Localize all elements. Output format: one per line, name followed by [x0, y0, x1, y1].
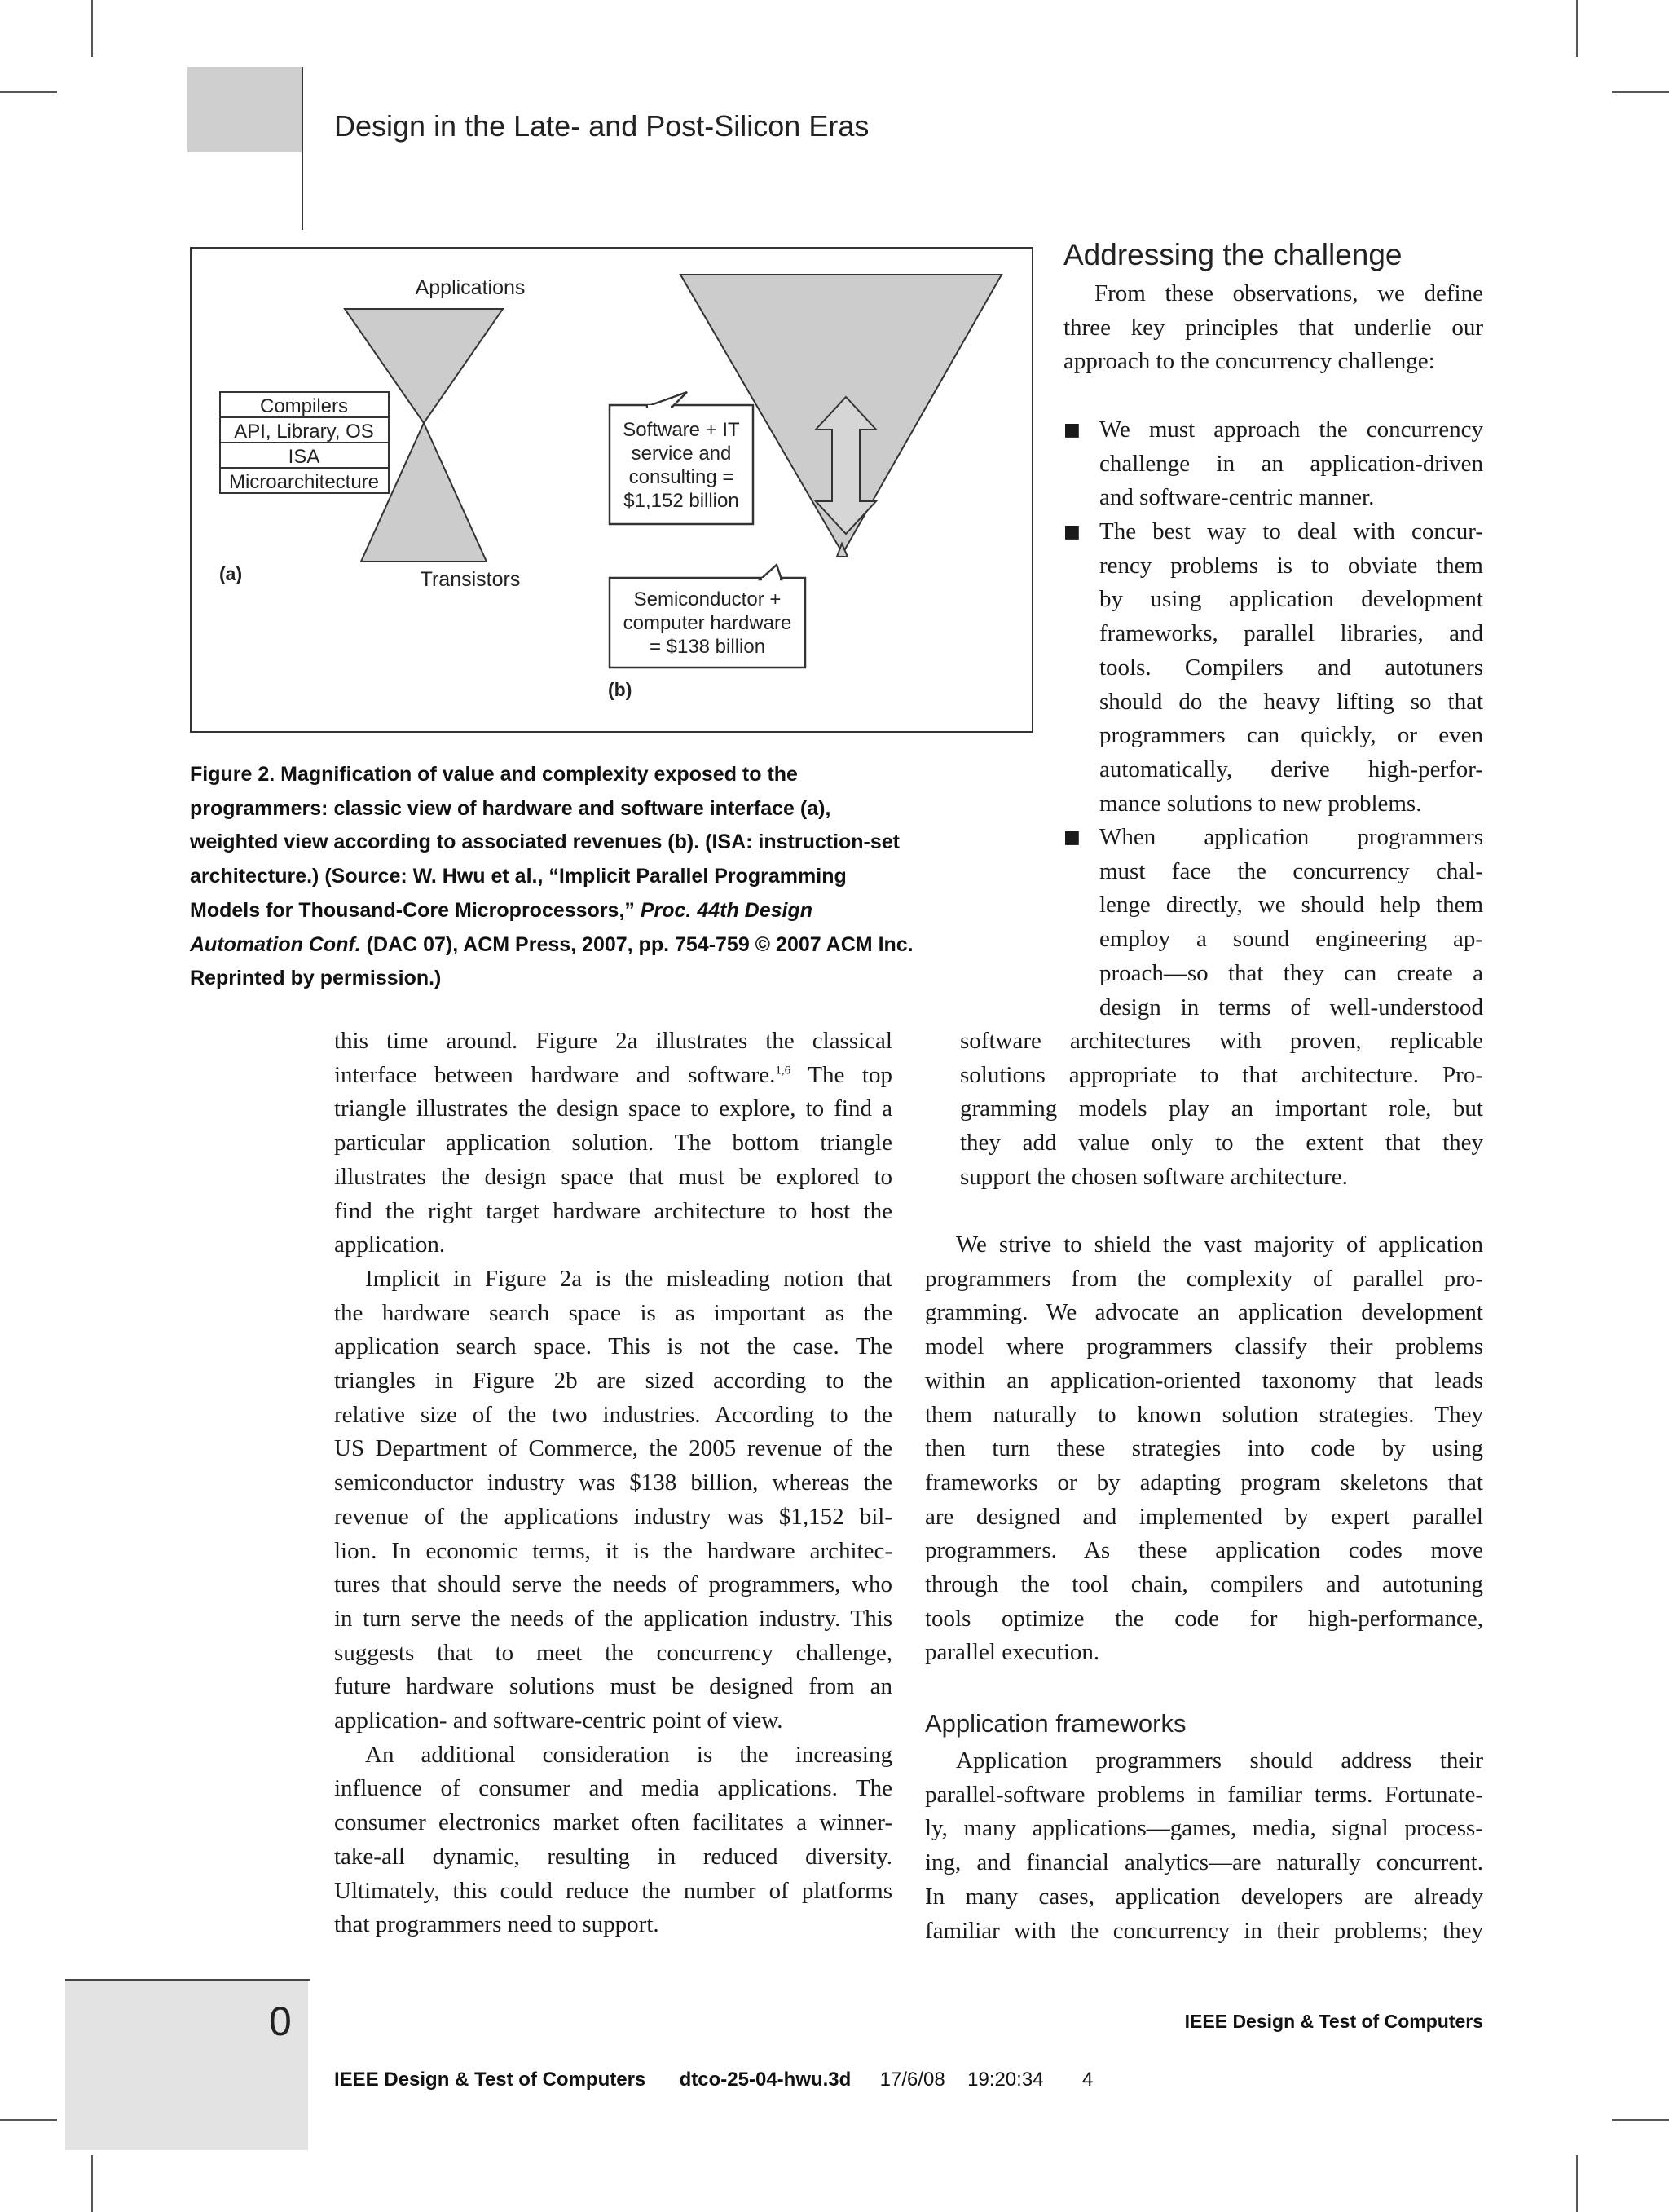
text-line: application- and software-centric point of view. [334, 1707, 783, 1734]
software-callout [610, 392, 753, 524]
page-number: 0 [269, 1998, 292, 2044]
text-line: suggests that to meet the concurrency challenge, [334, 1639, 892, 1666]
hardware-callout-line-2: computer hardware [623, 612, 792, 634]
header-tab [187, 67, 302, 152]
hardware-callout-line-3: = $138 billion [649, 636, 766, 658]
text-line: application search space. This is not the case. The [334, 1333, 892, 1360]
slug-page: 4 [1081, 2069, 1094, 2091]
crop-mark [91, 2155, 93, 2212]
stack-label-isa: ISA [288, 446, 320, 468]
text-line: are designed and implemented by expert parallel [925, 1503, 1483, 1530]
text-line: this time around. Figure 2a illustrates the classical [334, 1028, 892, 1054]
text-line: tools. Compilers and autotuners [1099, 654, 1483, 681]
text-line: tools optimize the code for high-performance, [925, 1605, 1483, 1632]
text-line: From these observations, we define [1094, 280, 1483, 306]
text-line: rency problems is to obviate them [1099, 552, 1483, 579]
text-line: revenue of the applications industry was $1,152 bil- [334, 1503, 892, 1530]
slug-date: 17/6/08 [879, 2069, 945, 2091]
panel-b-tag: (b) [608, 679, 632, 700]
crop-mark [1612, 91, 1669, 93]
text-line: frameworks, parallel libraries, and [1099, 620, 1483, 647]
caption-line [190, 758, 1037, 792]
text-line: software architectures with proven, replicable [960, 1028, 1483, 1054]
text-line: automatically, derive high-perfor- [1099, 756, 1483, 782]
caption-line [190, 928, 1037, 963]
text-line: tures that should serve the needs of programmers, who [334, 1571, 892, 1598]
panel-a-tag: (a) [219, 563, 243, 584]
text-line: programmers. As these application codes move [925, 1537, 1483, 1564]
crop-mark [1576, 0, 1578, 57]
text-line: programmers from the complexity of parallel pro- [925, 1265, 1483, 1292]
bullet-icon: ■ [1063, 420, 1081, 440]
stack-label-compilers: Compilers [259, 395, 349, 417]
text-line-with-citation: interface between hardware and software.$^{1,6}$ The top [334, 1061, 892, 1088]
text-line: find the right target hardware architecture to host the [334, 1197, 892, 1224]
text-line: proach—so that they can create a [1099, 959, 1483, 986]
text-line: ly, many applications—games, media, signal process- [925, 1815, 1483, 1842]
figure-caption [190, 758, 1037, 996]
caption-line [190, 962, 1037, 996]
text-line: gramming. We advocate an application development [925, 1299, 1483, 1326]
text-line: solutions appropriate to that architecture. Pro- [960, 1061, 1483, 1088]
text-line: The best way to deal with concur- [1099, 518, 1483, 544]
section-heading-frameworks: Application frameworks [925, 1709, 1187, 1738]
caption-line [190, 792, 1037, 826]
slug-journal: IEEE Design & Test of Computers [334, 2069, 646, 2091]
transistors-label: Transistors [420, 568, 521, 591]
text-line: gramming models play an important role, but [960, 1095, 1483, 1122]
hardware-callout [610, 565, 805, 668]
citation: 1,6 [775, 1064, 791, 1077]
text-line: application. [334, 1232, 446, 1258]
text-line: lion. In economic terms, it is the hardware architec- [334, 1537, 892, 1564]
text-line: Application programmers should address their [956, 1747, 1483, 1774]
text-line: future hardware solutions must be designed from an [334, 1673, 892, 1700]
caption-run: Models for Thousand-Core Microprocessors,” [190, 898, 641, 922]
text-line: programmers can quickly, or even [1099, 722, 1483, 749]
caption-run: weighted view according to associated revenues (b). (ISA: instruction-set [190, 831, 901, 854]
text-line: parallel-software problems in familiar terms. Fortunate- [925, 1781, 1483, 1808]
caption-run: Figure 2. Magnification of value and complexity exposed to the [190, 763, 798, 786]
text-line: take-all dynamic, resulting in reduced diversity. [334, 1843, 892, 1870]
text-line: design in terms of well-understood [1099, 994, 1483, 1020]
journal-name: IEEE Design & Test of Computers [1184, 2011, 1483, 2032]
footer-rule [65, 1979, 310, 1981]
left-column [334, 1024, 892, 1942]
interface-stack [220, 392, 389, 493]
text-line: employ a sound engineering ap- [1099, 926, 1483, 953]
crop-mark [1576, 2155, 1578, 2212]
text-line: they add value only to the extent that they [960, 1130, 1483, 1157]
text-line: them naturally to known solution strategies. They [925, 1401, 1483, 1428]
text-line: that programmers need to support. [334, 1911, 659, 1938]
crop-mark [1612, 2119, 1669, 2121]
text-line: and software-centric manner. [1099, 484, 1375, 511]
text-line: semiconductor industry was $138 billion, whereas the [334, 1470, 892, 1496]
text-line: In many cases, application developers are already [925, 1883, 1483, 1910]
bullet-icon: ■ [1063, 522, 1081, 542]
text-line: illustrates the design space that must be explored to [334, 1163, 892, 1190]
text-line: mance solutions to new problems. [1099, 790, 1422, 817]
caption-run: programmers: classic view of hardware and software interface (a), [190, 796, 831, 820]
text-line: familiar with the concurrency in their problems; they [925, 1917, 1483, 1944]
text-line: parallel execution. [925, 1639, 1100, 1666]
stack-label-api: API, Library, OS [234, 421, 374, 443]
bullet-3 [1099, 821, 1483, 1024]
figure-2 [190, 247, 1033, 733]
bullet-3-continuation [960, 1024, 1483, 1195]
text-line: particular application solution. The bottom triangle [334, 1130, 892, 1157]
text-line: triangles in Figure 2b are sized according to the [334, 1368, 892, 1395]
text-line: the hardware search space is as important as the [334, 1299, 892, 1326]
text-line: lenge directly, we should help them [1099, 892, 1483, 919]
bullet-icon: ■ [1063, 827, 1081, 848]
caption-italic-run: Proc. 44th Design [640, 898, 813, 922]
crop-mark [0, 2119, 57, 2121]
text-line: then turn these strategies into code by using [925, 1435, 1483, 1462]
right-column-p1 [925, 1228, 1483, 1670]
slug-time: 19:20:34 [967, 2069, 1044, 2091]
text-line: model where programmers classify their problems [925, 1333, 1483, 1360]
text-line: must face the concurrency chal- [1099, 857, 1483, 884]
text-line: When application programmers [1099, 824, 1483, 850]
caption-run: architecture.) (Source: W. Hwu et al., “Implicit Parallel Programming [190, 865, 847, 888]
crop-mark [91, 0, 93, 57]
stack-label-microarchitecture: Microarchitecture [228, 471, 380, 493]
software-callout-line-3: consulting = [628, 466, 734, 488]
text-line: within an application-oriented taxonomy that leads [925, 1367, 1483, 1394]
text-line: by using application development [1099, 586, 1483, 613]
text-line: three key principles that underlie our [1063, 314, 1483, 341]
caption-run: (DAC 07), ACM Press, 2007, pp. 754-759 © 2007 ACM Inc. [360, 932, 914, 956]
software-callout-line-1: Software + IT [623, 419, 740, 441]
text-line: relative size of the two industries. According to the [334, 1401, 892, 1428]
software-callout-line-2: service and [631, 443, 732, 465]
caption-run: Reprinted by permission.) [190, 967, 442, 990]
text-line: US Department of Commerce, the 2005 revenue of the [334, 1435, 892, 1462]
text-line: should do the heavy lifting so that [1099, 688, 1483, 715]
text-line: ing, and financial analytics—are naturally concurrent. [925, 1849, 1483, 1876]
text-line: influence of consumer and media applications. The [334, 1775, 892, 1802]
right-column-p2 [925, 1744, 1483, 1948]
text-line: triangle illustrates the design space to explore, to find a [334, 1095, 892, 1122]
text-line: Implicit in Figure 2a is the misleading notion that [365, 1265, 892, 1292]
section-heading-addressing: Addressing the challenge [1063, 238, 1403, 271]
text-line: Ultimately, this could reduce the number of platforms [334, 1877, 892, 1904]
text-line: frameworks or by adapting program skeletons that [925, 1469, 1483, 1496]
slug-file: dtco-25-04-hwu.3d [679, 2069, 852, 2091]
caption-line [190, 826, 1037, 860]
bullet-1 [1099, 413, 1483, 515]
print-slug [334, 2069, 1093, 2091]
text-line: in turn serve the needs of the application industry. This [334, 1605, 892, 1632]
text-line: We strive to shield the vast majority of application [956, 1232, 1483, 1258]
applications-label: Applications [415, 276, 526, 299]
software-callout-line-4: $1,152 billion [623, 490, 739, 512]
text-line: support the chosen software architecture. [960, 1163, 1348, 1190]
text-line: through the tool chain, compilers and autotuning [925, 1571, 1483, 1598]
text-line: An additional consideration is the increasing [365, 1741, 892, 1768]
header-rule [302, 67, 303, 230]
caption-line [190, 860, 1037, 894]
hardware-callout-line-1: Semiconductor + [633, 588, 782, 610]
text-line: challenge in an application-driven [1099, 450, 1483, 477]
crop-mark [0, 91, 57, 93]
running-title: Design in the Late- and Post-Silicon Eras [334, 109, 870, 143]
text-line: consumer electronics market often facilitates a winner- [334, 1809, 892, 1836]
principles-intro [1063, 277, 1483, 379]
caption-italic-run: Automation Conf. [190, 932, 361, 956]
caption-line [190, 894, 1037, 928]
text-line: approach to the concurrency challenge: [1063, 348, 1435, 375]
bullet-2 [1099, 515, 1483, 821]
text-line: We must approach the concurrency [1099, 416, 1483, 443]
